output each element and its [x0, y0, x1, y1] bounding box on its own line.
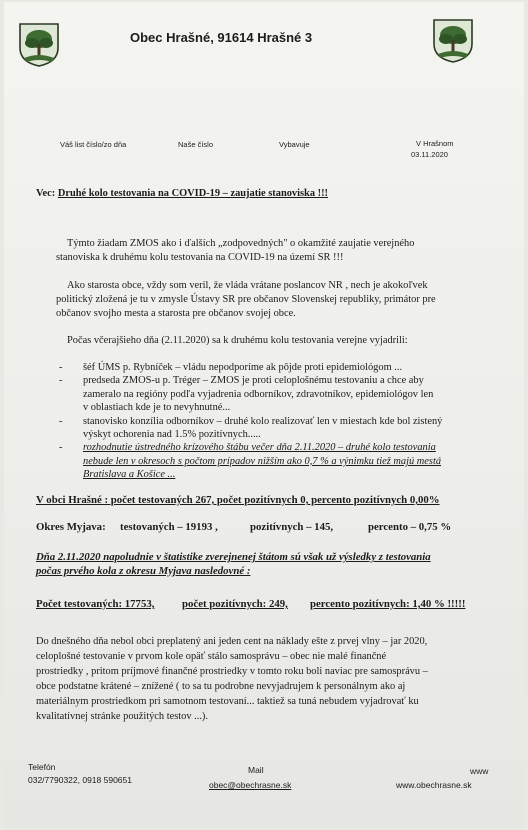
footer-website-link[interactable]: www.obechrasne.sk	[396, 780, 472, 790]
para2-line3: občanov svojho mesta a starosta pre občanov svojej obce.	[56, 308, 296, 319]
footer-mail-label: Mail	[248, 765, 264, 775]
notice-line1: Dňa 2.11.2020 napoludnie v štatistike zverejnenej štátom sú však už výsledky z testovania	[36, 551, 431, 563]
footer-phones: 032/7790322, 0918 590651	[28, 775, 132, 785]
footer-email-link[interactable]: obec@obechrasne.sk	[209, 780, 292, 790]
notice-line2: počas prvého kola z okresu Myjava nasledovné :	[36, 565, 251, 577]
closing-line5: materiálnym prostriedkom pri samotnom testovaní... taktiež sa tuná nebudem vyjadrovať ku	[36, 696, 419, 707]
ref-handled-by: Vybavuje	[279, 140, 310, 149]
first-round-positive: počet pozitívnych: 249,	[182, 598, 288, 610]
coat-of-arms-left-icon	[18, 22, 60, 68]
first-round-percent: percento pozitívnych: 1,40 % !!!!!	[310, 598, 466, 610]
subject-line	[36, 187, 328, 200]
okres-percent: percento – 0,75 %	[368, 521, 452, 533]
closing-line6: kvalitatívnej stránke použitých testov ...).	[36, 711, 208, 722]
closing-line3: prostriedky , pritom príjmové finančné prostriedky v tomto roku boli naviac pre samosprávu –	[36, 666, 428, 677]
first-round-tested: Počet testovaných: 17753,	[36, 598, 155, 610]
closing-line4: obce podstatne krátené – znížené ( to sa tu podrobne nevyjadrujem k personálnym ako aj	[36, 681, 406, 692]
para1-line2: stanoviska k druhému kolu testovania na COVID-19 na území SR !!!	[56, 252, 344, 263]
coat-of-arms-right-icon	[432, 18, 474, 64]
footer-phone-label: Telefón	[28, 762, 56, 772]
para2-line1: Ako starosta obce, vždy som veril, že vláda vrátane poslancov NR , nech je akokoľvek	[67, 280, 428, 291]
para1-line1: Týmto žiadam ZMOS ako i ďalších „zodpovedných" o okamžité zaujatie verejného	[67, 238, 415, 249]
ref-date: 03.11.2020	[411, 150, 448, 159]
para2-line2: politický zložená je tu v zmysle Ústavy SR pre občanov Slovenskej republiky, primátor pre	[56, 294, 436, 305]
okres-positive: pozitívnych – 145,	[250, 521, 334, 533]
closing-line2: celoplošné testovanie v prvom kole opäť stálo samosprávu – obec nie malé finančné	[36, 651, 387, 662]
ref-place: V Hrašnom	[416, 139, 454, 148]
footer-www-label: www	[470, 766, 489, 776]
para3: Počas včerajšieho dňa (2.11.2020) sa k druhému kolu testovania verejne vyjadrili:	[67, 335, 408, 346]
okres-label: Okres Myjava:	[36, 521, 106, 533]
ref-your-letter: Váš list číslo/zo dňa	[60, 140, 127, 149]
statements-list	[83, 361, 503, 482]
ref-our-number: Naše číslo	[178, 140, 214, 149]
list-item: - rozhodnutie ústredného krízového štábu večer dňa 2.11.2020 – druhé kolo testovania nebude len v okresoch s počtom prípadov nižším ako 0,7 % a výnimku tiež majú mestá Bratislava a Košice ...	[83, 441, 503, 481]
list-item: - šéf ÚMS p. Rybníček – vládu nepodporíme ak pôjde proti epidemiológom ...	[83, 361, 503, 374]
subject-text: Druhé kolo testovania na COVID-19 – zaujatie stanoviska !!!	[57, 188, 329, 199]
closing-line1: Do dnešného dňa nebol obci preplatený ani jeden cent na náklady ešte z prvej vlny – jar 2020,	[36, 636, 428, 647]
list-item: - predseda ZMOS-u p. Tréger – ZMOS je proti celoplošnému testovaniu a chce aby zameralo na regióny podľa vyjadrenia odborníkov, zdravotníkov, epidemiológov len v oblastiach kde je to nevyhnutné...	[83, 374, 503, 414]
list-item: - stanovisko konzília odborníkov – druhé kolo realizovať len v miestach kde bol zistený výskyt ochorenia nad 1.5% pozitívnych.....	[83, 415, 503, 442]
obec-stats: V obci Hrašné : počet testovaných 267, počet pozitívnych 0, percento pozitívnych 0,00%	[36, 494, 440, 506]
letterhead-title: Obec Hrašné, 91614 Hrašné 3	[130, 30, 313, 45]
subject-label: Vec:	[36, 188, 56, 199]
okres-tested: testovaných – 19193 ,	[120, 521, 218, 533]
